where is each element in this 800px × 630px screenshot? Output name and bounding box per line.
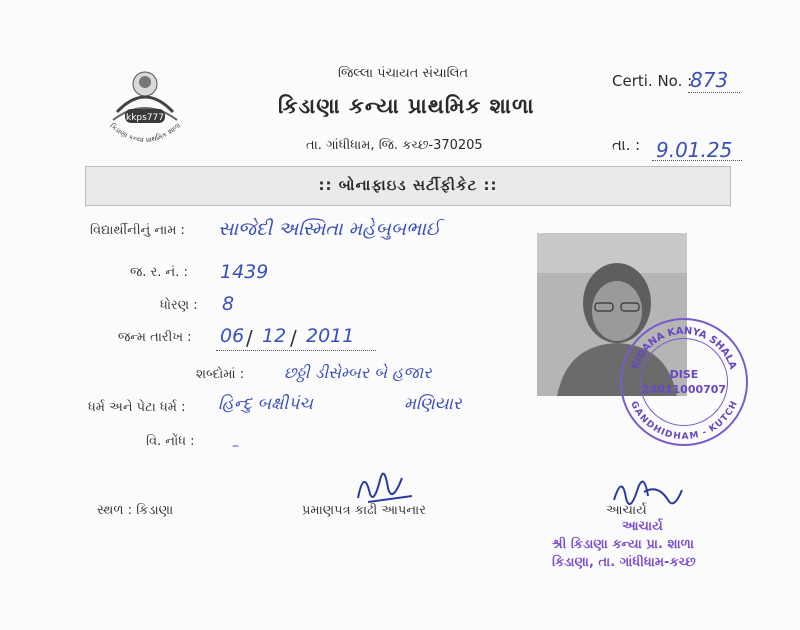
student-name-value: સાજેદી અસ્મિતા મહેબુબભાઈ — [218, 218, 441, 240]
school-round-stamp — [620, 318, 748, 446]
dob-separator-1: / — [246, 326, 253, 350]
managed-by-text: જિલ્લા પંચાયત સંચાલિત — [338, 66, 469, 81]
stamp-bottom-text: GANDHIDHAM - KUTCH — [628, 399, 740, 443]
principal-seal — [552, 518, 696, 572]
certificate-title-bar — [85, 166, 731, 206]
caste-value: મણિયાર — [404, 394, 462, 414]
standard-label: ધોરણ : — [160, 298, 198, 313]
dob-words-label: શબ્દોમાં : — [196, 367, 245, 382]
standard-value: 8 — [222, 293, 235, 315]
issuer-label: પ્રમાણપત્ર કાઢી આપનાર — [302, 503, 426, 518]
dob-underline — [216, 350, 376, 351]
dob-separator-2: / — [290, 326, 297, 350]
stamp-inner-ring — [640, 338, 728, 426]
remarks-value: – — [232, 438, 239, 454]
cert-no-label: Certi. No. : — [612, 72, 693, 90]
certificate-title: :: બોનાફાઇડ સર્ટીફીકેટ :: — [318, 176, 498, 194]
school-logo — [95, 62, 195, 152]
gr-number-label: જ. ર. નં. : — [130, 265, 188, 280]
cert-no-value: 873 — [690, 68, 729, 92]
school-name: કિડાણા કન્યા પ્રાથમિક શાળા — [278, 94, 535, 118]
school-address: તા. ગાંધીધામ, જિ. કચ્છ-370205 — [306, 138, 483, 153]
religion-label: ધર્મ અને પેટા ધર્મ : — [88, 400, 186, 415]
dob-day: 06 — [220, 325, 245, 347]
date-underline — [652, 160, 742, 161]
gr-number-value: 1439 — [220, 261, 269, 283]
date-label: તા. : — [612, 136, 641, 154]
seal-line-1: આચાર્ય — [622, 519, 663, 534]
dob-year: 2011 — [306, 325, 355, 347]
stamp-dise-label: DISE — [669, 368, 699, 381]
principal-label: આચાર્ય — [606, 503, 647, 518]
dob-month: 12 — [262, 325, 287, 347]
remarks-label: વિ. નોંધ : — [146, 434, 195, 449]
stamp-top-text: KIDANA KANYA SHALA — [629, 325, 739, 371]
student-name-label: વિદ્યાર્થીનીનું નામ : — [90, 223, 185, 238]
religion-value: હિન્દુ બક્ષીપંચ — [218, 394, 313, 414]
cert-no-underline — [688, 92, 740, 93]
date-value: 9.01.25 — [656, 138, 733, 162]
logo-arc-text: કિડાણા કન્યા પ્રાથમિક શાળા — [108, 121, 183, 145]
seal-line-3: કિડાણા, તા. ગાંધીધામ-કચ્છ — [552, 555, 696, 570]
logo-badge-text: kkps777 — [125, 113, 165, 123]
seal-line-2: શ્રી કિડાણા કન્યા પ્રા. શાળા — [552, 537, 694, 552]
place-label: સ્થળ : કિડાણા — [97, 503, 174, 518]
dob-words-value: છઠ્ઠી ડીસેમ્બર બે હજાર — [284, 363, 432, 382]
dob-label: જન્મ તારીખ : — [118, 330, 192, 345]
svg-text:કિડાણા કન્યા પ્રાથમિક શાળા — [108, 121, 182, 144]
stamp-dise-code: 24011000707 — [641, 383, 727, 396]
